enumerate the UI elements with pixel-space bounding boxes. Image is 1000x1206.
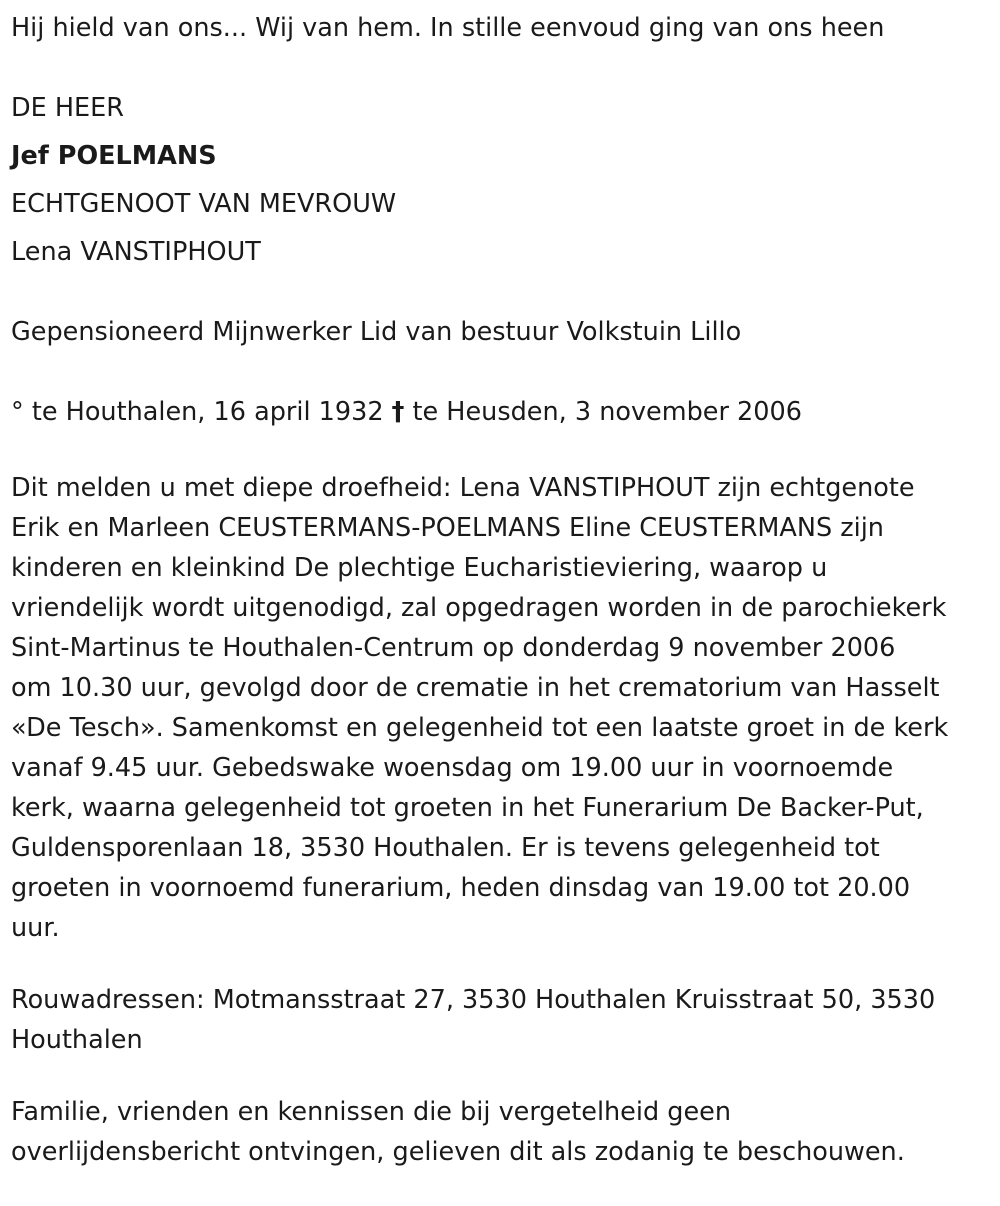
spacer	[11, 356, 996, 388]
deceased-name: Jef POELMANS	[11, 141, 217, 171]
spacer	[11, 948, 996, 980]
announcement-line: om 10.30 uur, gevolgd door de crematie in het crematorium van Hasselt	[11, 673, 940, 703]
announcement-line: Erik en Marleen CEUSTERMANS-POELMANS Eline CEUSTERMANS zijn	[11, 513, 884, 543]
announcement-line: Guldensporenlaan 18, 3530 Houthalen. Er is tevens gelegenheid tot	[11, 833, 880, 863]
spouse-prefix: ECHTGENOOT VAN MEVROUW	[11, 189, 397, 219]
obituary-document	[11, 4, 996, 1172]
dates-line	[11, 388, 996, 436]
announcement-line: «De Tesch». Samenkomst en gelegenheid tot een laatste groet in de kerk	[11, 713, 949, 743]
intro-text: Hij hield van ons... Wij van hem. In stille eenvoud ging van ons heen	[11, 13, 885, 43]
announcement-line: Sint-Martinus te Houthalen-Centrum op donderdag 9 november 2006	[11, 633, 896, 663]
spouse-name: Lena VANSTIPHOUT	[11, 237, 261, 267]
address-line: Rouwadressen: Motmansstraat 27, 3530 Houthalen Kruisstraat 50, 3530	[11, 985, 936, 1015]
announcement-line: uur.	[11, 913, 60, 943]
death-text: te Heusden, 3 november 2006	[412, 397, 802, 427]
announcement-paragraph	[11, 468, 996, 948]
announcement-line: kerk, waarna gelegenheid tot groeten in het Funerarium De Backer-Put,	[11, 793, 924, 823]
spacer	[11, 276, 996, 308]
closing-paragraph	[11, 1092, 996, 1172]
spacer	[11, 1060, 996, 1092]
address-line: Houthalen	[11, 1025, 143, 1055]
spacer	[11, 436, 996, 468]
announcement-line: Dit melden u met diepe droefheid: Lena VANSTIPHOUT zijn echtgenote	[11, 473, 915, 503]
dagger-icon: †	[391, 397, 405, 427]
announcement-line: vriendelijk wordt uitgenodigd, zal opgedragen worden in de parochiekerk	[11, 593, 947, 623]
spacer	[11, 52, 996, 84]
birth-text: ° te Houthalen, 16 april 1932	[11, 397, 384, 427]
addresses-paragraph	[11, 980, 996, 1060]
announcement-line: kinderen en kleinkind De plechtige Eucharistieviering, waarop u	[11, 553, 828, 583]
occupation-text: Gepensioneerd Mijnwerker Lid van bestuur Volkstuin Lillo	[11, 317, 742, 347]
closing-line: overlijdensbericht ontvingen, gelieven dit als zodanig te beschouwen.	[11, 1137, 905, 1167]
title-prefix: DE HEER	[11, 93, 124, 123]
announcement-line: vanaf 9.45 uur. Gebedswake woensdag om 19.00 uur in voornoemde	[11, 753, 894, 783]
closing-line: Familie, vrienden en kennissen die bij vergetelheid geen	[11, 1097, 731, 1127]
announcement-line: groeten in voornoemd funerarium, heden dinsdag van 19.00 tot 20.00	[11, 873, 911, 903]
